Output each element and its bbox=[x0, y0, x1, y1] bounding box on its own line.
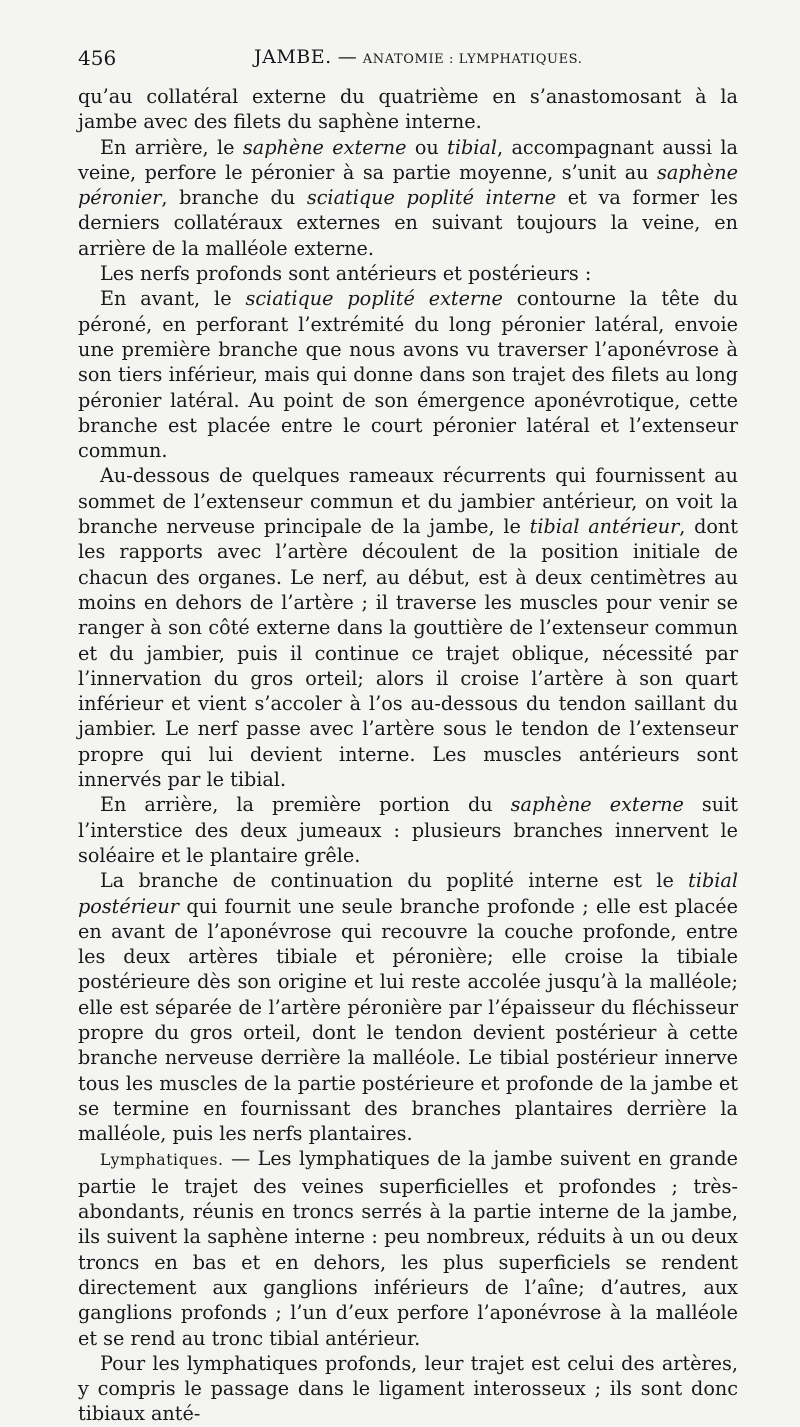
paragraph bbox=[78, 1146, 738, 1350]
text-run: suit l’interstice des deux jumeaux : plusieurs branches innervent le soléaire et le plantaire grêle. bbox=[78, 793, 738, 867]
paragraph bbox=[78, 463, 738, 792]
text-run: contourne la tête du péroné, en perforant l’extrémité du long péronier latéral, envoie une première branche que nous avons vu traverser l’aponévrose à son tiers inférieur, mais qui donne dans son trajet des filets au long péronier latéral. Au point de son émergence aponévrotique, cette branche est placée entre le court péronier latéral et l’extenseur commun. bbox=[78, 287, 739, 463]
running-head bbox=[254, 46, 582, 68]
page-number: 456 bbox=[78, 46, 117, 70]
text-run: Les nerfs profonds sont antérieurs et postérieurs : bbox=[100, 262, 592, 286]
text-run: En arrière, la première portion du bbox=[100, 793, 511, 817]
italic-term: tibial postérieur bbox=[78, 869, 738, 918]
text-run: Pour les lymphatiques profonds, leur trajet est celui des artères, y compris le passage dans le ligament interosseux ; ils sont donc tibiaux anté- bbox=[78, 1351, 738, 1426]
body-text bbox=[78, 84, 738, 1427]
paragraph bbox=[78, 868, 738, 1146]
text-run: , branche du bbox=[161, 186, 307, 210]
text-run: , accompagnant aussi la veine, perfore le péronier à sa partie moyenne, s’unit au bbox=[78, 135, 738, 184]
paragraph bbox=[78, 261, 738, 286]
text-run: En avant, le bbox=[100, 287, 246, 311]
paragraph bbox=[78, 1351, 738, 1427]
paragraph bbox=[78, 135, 738, 261]
paragraph bbox=[78, 84, 738, 135]
italic-term: tibial antérieur bbox=[529, 515, 680, 539]
paragraph bbox=[78, 792, 738, 868]
text-run: qu’au collatéral externe du quatrième en s’anastomosant à la jambe avec des filets du saphène interne. bbox=[78, 85, 738, 134]
text-run: ou bbox=[406, 135, 448, 159]
text-run: Au-dessous de quelques rameaux récurrents qui fournissent au sommet de l’extenseur commun et du jambier antérieur, on voit la branche nerveuse principale de la jambe, le bbox=[78, 464, 738, 539]
italic-term: sciatique poplité externe bbox=[245, 287, 503, 311]
text-run: qui fournit une seule branche profonde ; elle est placée en avant de l’aponévrose qui recouvre la couche profonde, entre les deux artères tibiale et péronière; elle croise la tibiale postérieure dès son origine et lui reste accolée jusqu’à la malléole; elle est séparée de l’artère péronière par l’épaisseur du fléchisseur propre du gros orteil, dont le tendon devient postérieur à cette branche nerveuse derrière la malléole. Le tibial postérieur innerve tous les muscles de la partie postérieure et profonde de la jambe et se termine en fournissant des branches plantaires derrière la malléole, puis les nerfs plantaires. bbox=[78, 894, 738, 1146]
page-header bbox=[78, 46, 738, 76]
italic-term: saphène externe bbox=[510, 793, 684, 817]
section-heading: Lymphatiques. bbox=[100, 1151, 224, 1170]
italic-term: tibial bbox=[447, 135, 497, 159]
text-run: — Les lymphatiques de la jambe suivent en grande partie le trajet des veines superficielles et profondes ; très-abondants, réunis en troncs serrés à la partie interne de la jambe, ils suivent la saphène interne : peu nombreux, réduits à un ou deux troncs en bas et en dehors, les plus superficiels se rendent directement aux ganglions inférieurs de l’aîne; d’autres, aux ganglions profonds ; l’un d’eux perfore l’aponévrose à la malléole et se rend au tronc tibial antérieur. bbox=[78, 1147, 738, 1350]
running-head-subsection: ANATOMIE : LYMPHATIQUES. bbox=[362, 52, 583, 67]
text-run: , dont les rapports avec l’artère découlent de la position initiale de chacun des organes. Le nerf, au début, est à deux centimètres au moins en dehors de l’artère ; il traverse les muscles pour venir se ranger à son côté externe dans la gouttière de l’extenseur commun et du jambier, puis il continue ce trajet oblique, nécessité par l’innervation du gros orteil; alors il croise l’artère à son quart inférieur et vient s’accoler à l’os au-dessous du tendon saillant du jambier. Le nerf passe avec l’artère sous le tendon de l’extenseur propre qui lui devient interne. Les muscles antérieurs sont innervés par le tibial. bbox=[78, 515, 738, 792]
text-run: La branche de continuation du poplité interne est le bbox=[100, 869, 689, 893]
text-run: En arrière, le bbox=[100, 135, 243, 159]
running-head-section: JAMBE. bbox=[254, 46, 332, 68]
text-run: et va former les derniers collatéraux externes en suivant toujours la veine, en arrière de la malléole externe. bbox=[78, 186, 738, 260]
italic-term: saphène externe bbox=[242, 135, 407, 159]
paragraph bbox=[78, 286, 738, 463]
italic-term: saphène péronier bbox=[78, 160, 738, 210]
italic-term: sciatique poplité interne bbox=[306, 186, 557, 210]
running-head-separator: — bbox=[331, 46, 363, 68]
